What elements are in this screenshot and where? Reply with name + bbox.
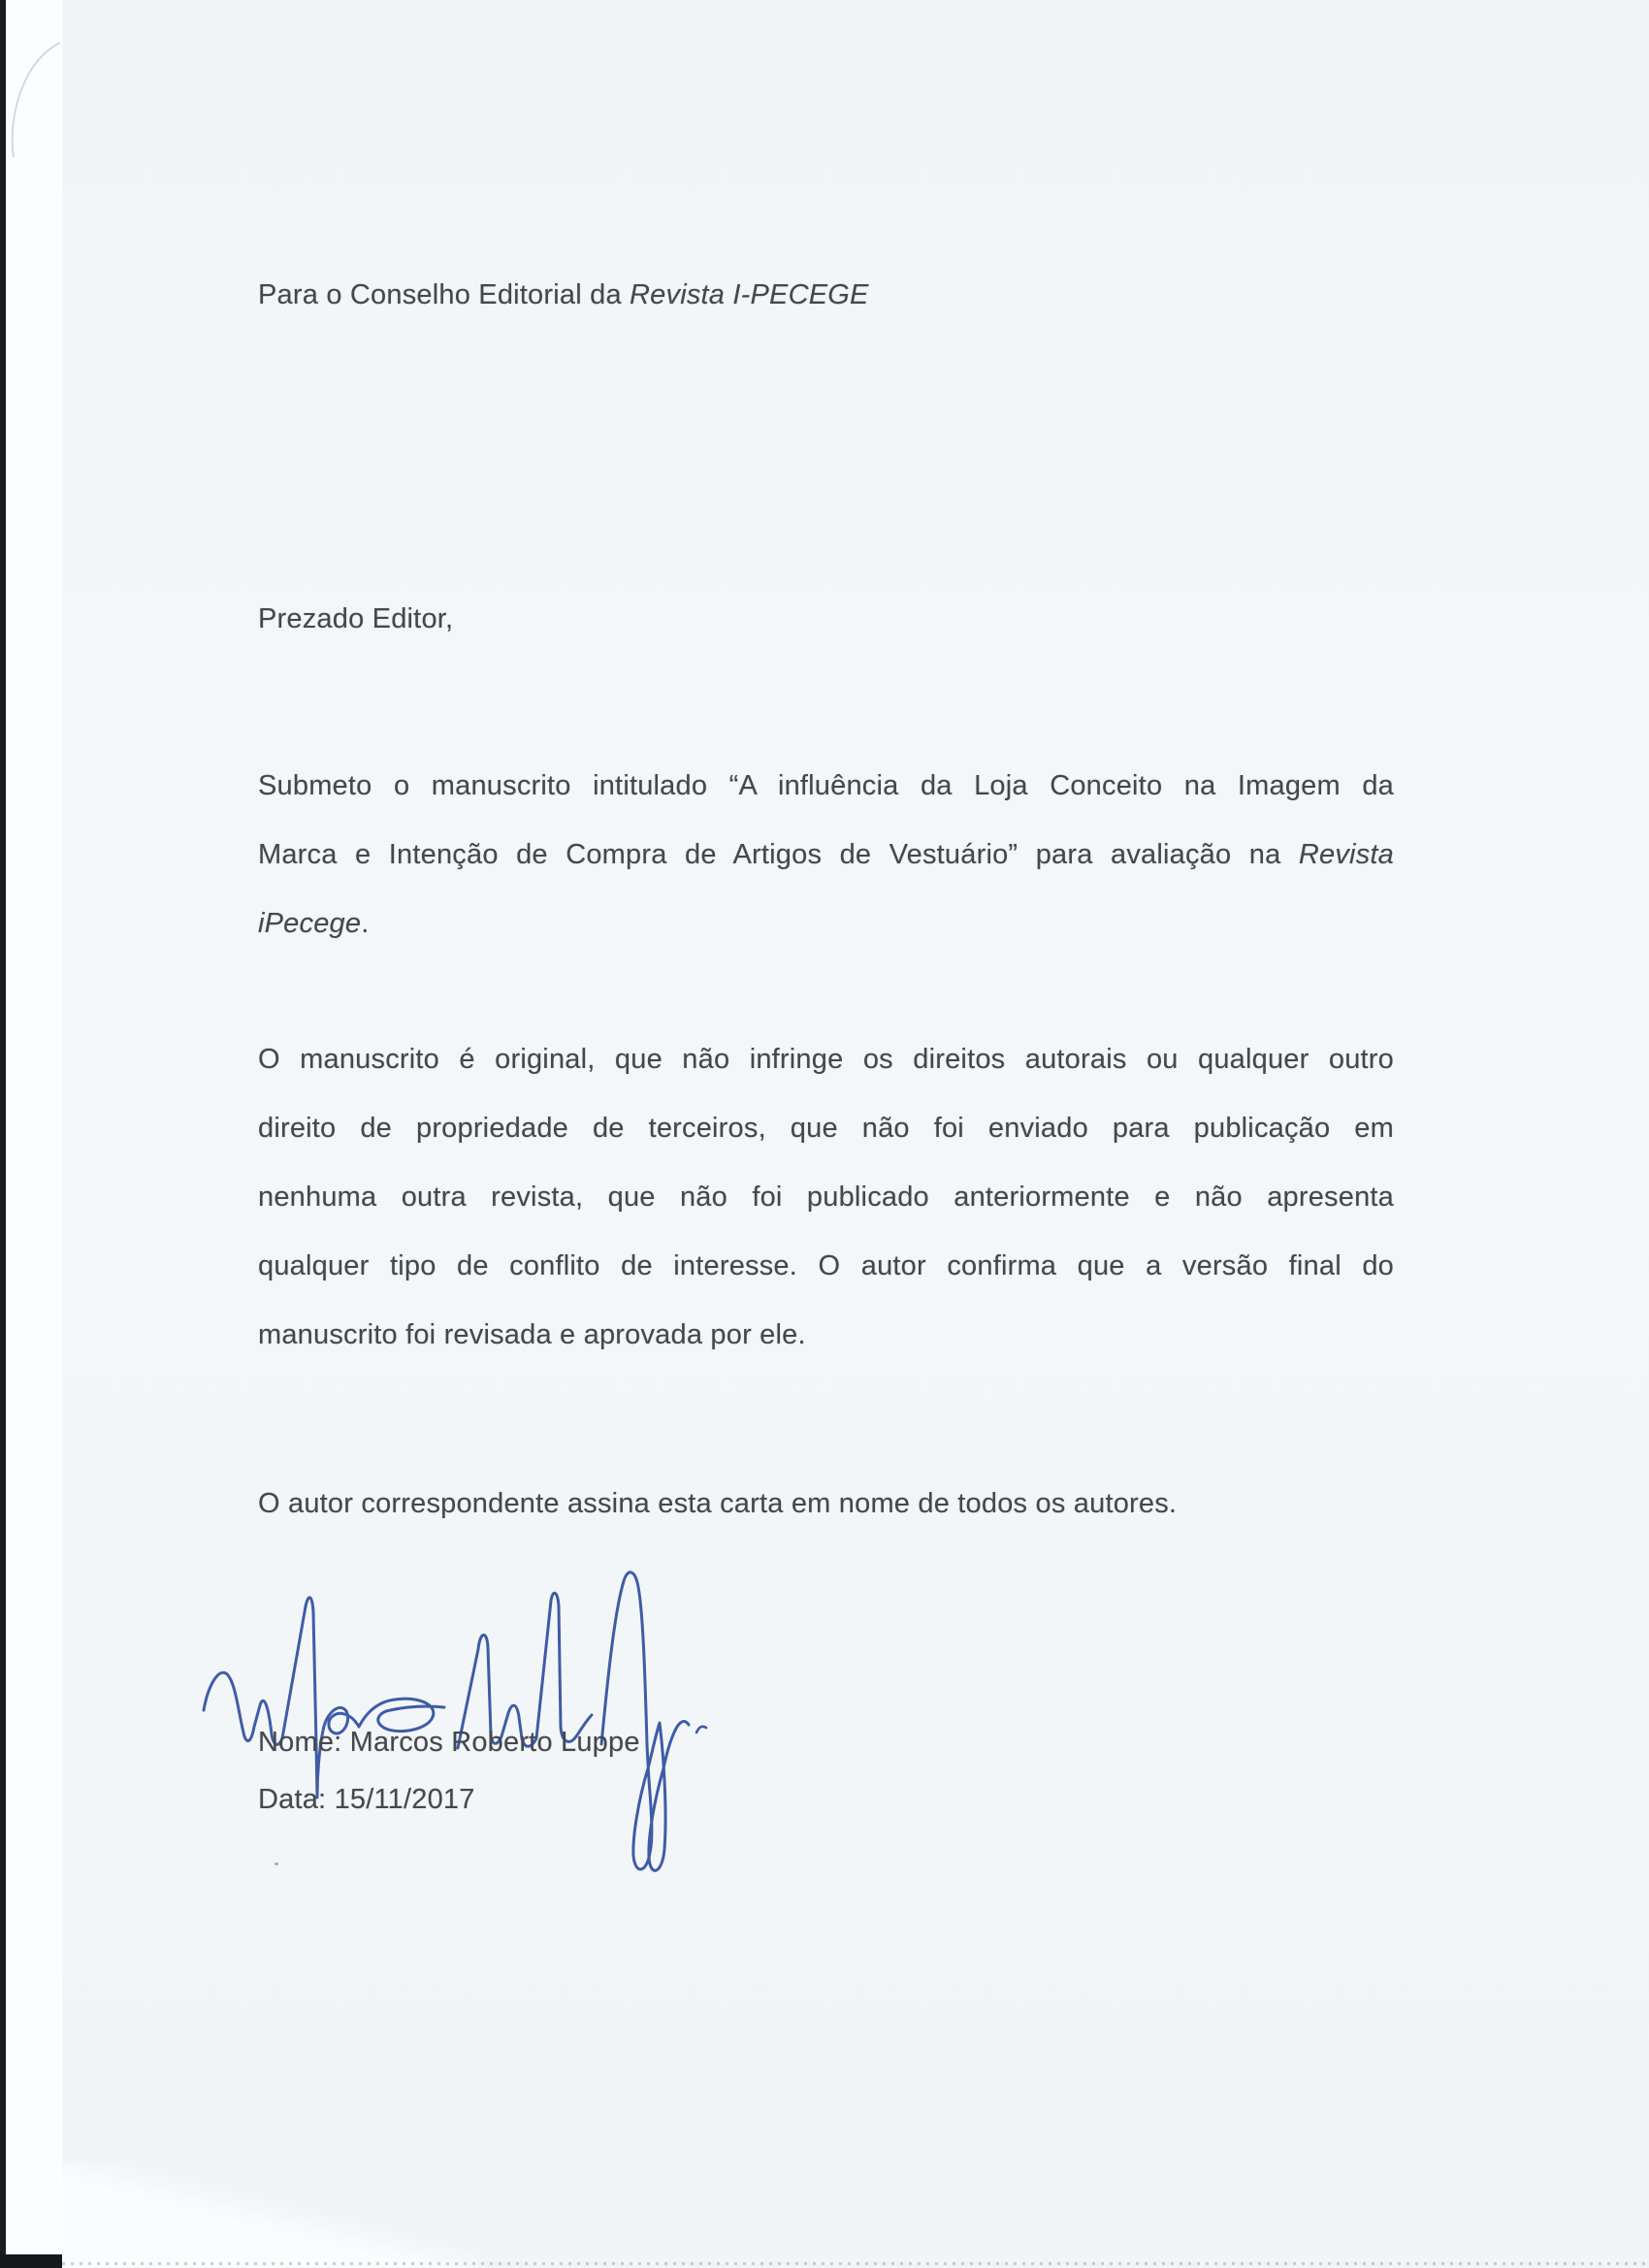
paragraph-line: O manuscrito é original, que não infringe os direitos autorais ou qualquer outro xyxy=(258,1044,1394,1075)
signer-name-line: Nome: Marcos Roberto Luppe xyxy=(258,1727,640,1758)
paragraph-line: manuscrito foi revisada e aprovada por ele. xyxy=(258,1319,806,1350)
page-under-margin xyxy=(6,0,62,2268)
journal-name-part: iPecege xyxy=(258,908,362,939)
page-curl-line xyxy=(0,0,78,194)
paragraph-line-text: Marca e Intenção de Compra de Artigos de Vestuário” para avaliação na xyxy=(258,839,1299,870)
signature-stroke-first xyxy=(204,1598,444,1798)
scan-bottom-edge xyxy=(62,2262,1649,2265)
paragraph-line: qualquer tipo de conflito de interesse. O autor confirma que a versão final do xyxy=(258,1250,1394,1281)
recipient-line xyxy=(258,279,1394,311)
paragraph-line xyxy=(258,821,1394,890)
salutation-line: Prezado Editor, xyxy=(258,603,454,634)
paper-speck xyxy=(275,1863,278,1865)
closing-line: O autor correspondente assina esta carta em nome de todos os autores. xyxy=(258,1488,1178,1519)
signature-handwriting xyxy=(194,1560,737,1890)
journal-name: Revista I-PECEGE xyxy=(630,279,869,310)
paragraph-line-text: . xyxy=(361,908,370,939)
declaration-paragraph xyxy=(258,1025,1394,1370)
journal-name-part: Revista xyxy=(1298,839,1394,870)
paragraph-line: direito de propriedade de terceiros, que não foi enviado para publicação em xyxy=(258,1113,1394,1144)
recipient-prefix: Para o Conselho Editorial da xyxy=(258,279,630,310)
scanner-corner-shadow xyxy=(0,2254,62,2268)
signer-date-line: Data: 15/11/2017 xyxy=(258,1784,475,1815)
paragraph-line: Submeto o manuscrito intitulado “A influência da Loja Conceito na Imagem da xyxy=(258,770,1394,801)
submission-paragraph xyxy=(258,752,1394,958)
signature-stroke-middle xyxy=(458,1593,592,1748)
paragraph-line: nenhuma outra revista, que não foi publicado anteriormente e não apresenta xyxy=(258,1182,1394,1213)
signature-stroke-last xyxy=(601,1572,689,1870)
paragraph-line xyxy=(258,890,1394,958)
